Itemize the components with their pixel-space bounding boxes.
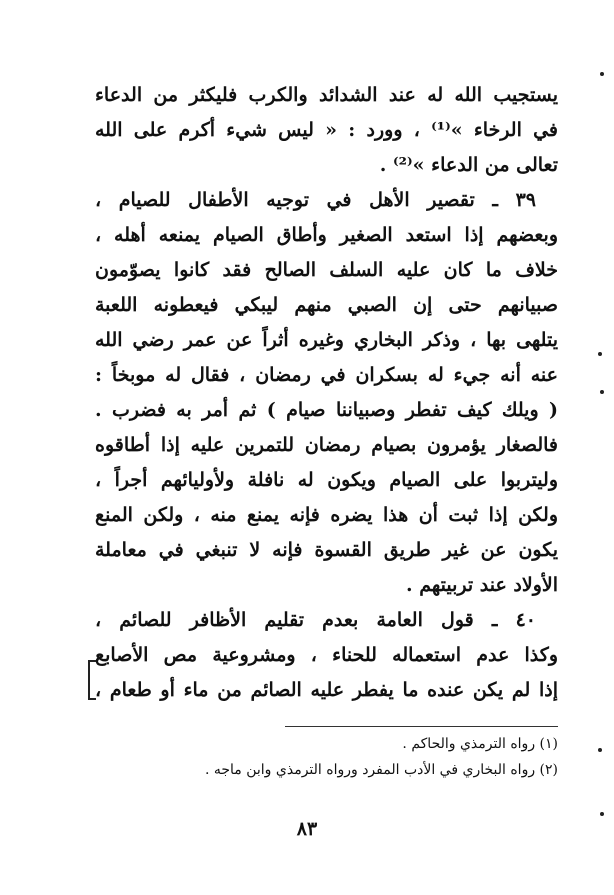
text-line: وبعضهم إذا استعد الصغير وأطاق الصيام يمنعه أهله ، bbox=[95, 224, 558, 246]
footnote: (١) رواه الترمذي والحاكم . bbox=[402, 736, 558, 752]
text-line: يكون عن غير طريق القسوة فإنه لا تنبغي في معاملة bbox=[95, 539, 558, 561]
text-line: ولكن إذا ثبت أن هذا يضره فإنه يمنع منه ، ولكن المنع bbox=[95, 504, 558, 526]
footnote: (٢) رواه البخاري في الأدب المفرد ورواه الترمذي وابن ماجه . bbox=[204, 762, 558, 778]
text-line: وكذا عدم استعماله للحناء ، ومشروعية مص الأصابع bbox=[95, 644, 558, 666]
text-line: الأولاد عند تربيتهم . bbox=[405, 574, 558, 596]
page-number: ٨٣ bbox=[296, 818, 318, 840]
section-heading-39: ٣٩ ـ تقصير الأهل في توجيه الأطفال للصيام ، bbox=[95, 189, 536, 211]
scan-speck bbox=[598, 352, 602, 356]
margin-bracket bbox=[88, 660, 96, 700]
text-line: فالصغار يؤمرون بصيام رمضان للتمرين عليه إذا أطاقوه bbox=[95, 434, 558, 456]
scan-speck bbox=[598, 748, 602, 752]
text-line: ( ويلك كيف تفطر وصبياننا صيام ) ثم أمر به فضرب . bbox=[95, 399, 558, 421]
text-line: عنه أنه جيء له بسكران في رمضان ، فقال له موبخاً : bbox=[95, 364, 558, 386]
footnote-separator bbox=[285, 726, 558, 727]
text-line: خلاف ما كان عليه السلف الصالح فقد كانوا يصوّمون bbox=[95, 259, 558, 281]
text-line: وليتربوا على الصيام ويكون له نافلة ولأوليائهم أجراً ، bbox=[95, 469, 558, 491]
text-line: يستجيب الله له عند الشدائد والكرب فليكثر من الدعاء bbox=[95, 84, 558, 106]
text-line: في الرخاء »⁽¹⁾ ، وورد : « ليس شيء أكرم على الله bbox=[95, 119, 558, 141]
text-line: تعالى من الدعاء »⁽²⁾ . bbox=[379, 154, 558, 176]
scan-speck bbox=[600, 390, 604, 394]
text-line: يتلهى بها ، وذكر البخاري وغيره أثراً عن عمر رضي الله bbox=[95, 329, 558, 351]
text-line: إذا لم يكن عنده ما يفطر عليه الصائم من ماء أو طعام ، bbox=[95, 679, 558, 701]
scan-speck bbox=[600, 812, 604, 816]
scan-speck bbox=[600, 72, 604, 76]
section-heading-40: ٤٠ ـ قول العامة بعدم تقليم الأظافر للصائم ، bbox=[95, 609, 536, 631]
footnotes bbox=[100, 731, 558, 783]
text-line: صبيانهم حتى إن الصبي منهم ليبكي فيعطونه اللعبة bbox=[95, 294, 558, 316]
body-text bbox=[95, 78, 558, 708]
